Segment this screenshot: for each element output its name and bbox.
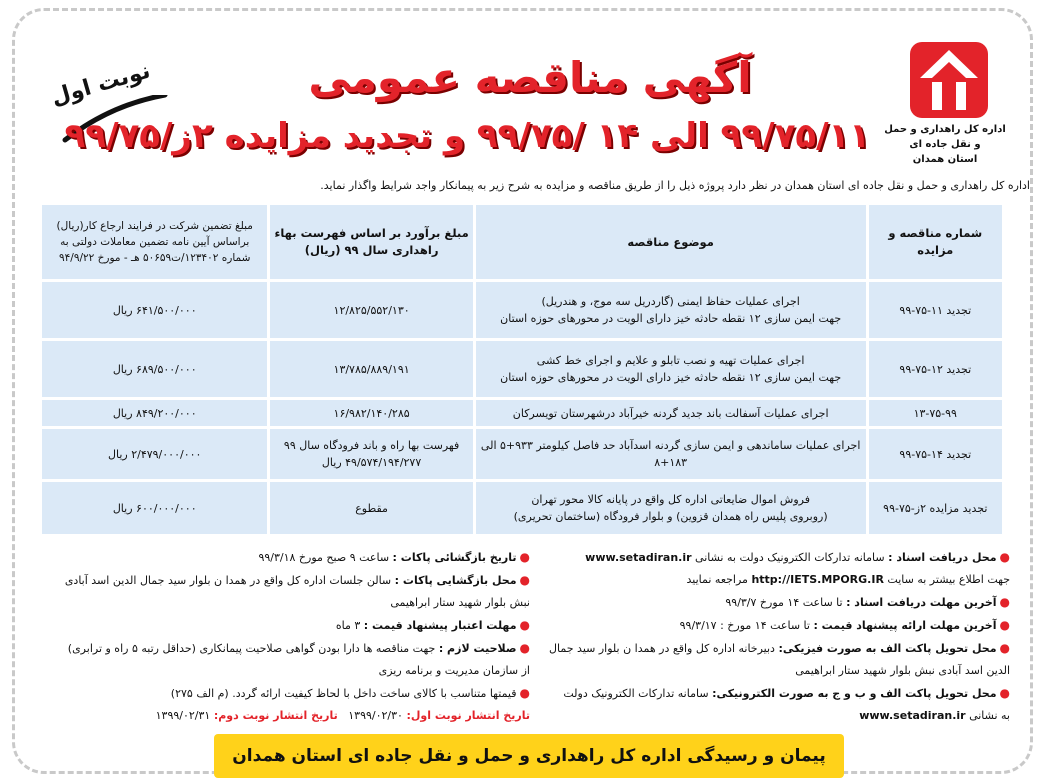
bullet-icon: ● (999, 686, 1010, 700)
info-electronic-2 (540, 705, 1010, 727)
info-publication (40, 705, 530, 727)
info-more (540, 569, 1010, 591)
table-row (42, 400, 1002, 426)
cell-number: تجدید ۱۴-۷۵-۹۹ (869, 429, 1002, 479)
deadline-docs-text: تا ساعت ۱۴ مورخ ۹۹/۳/۷ (725, 596, 843, 609)
cell-subject (476, 282, 866, 338)
org-name-line2: استان همدان (912, 154, 978, 165)
bullet-icon: ● (519, 550, 530, 564)
cell-estimate (270, 429, 472, 479)
info-opening-place (40, 569, 530, 592)
bullet-icon: ● (999, 618, 1010, 632)
opening-place-label: محل بازگشایی پاکات : (394, 574, 517, 587)
page-title: آگهی مناقصه عمومی (308, 53, 752, 102)
qualification-text: جهت مناقصه ها دارا بودن گواهی صلاحیت پیمانکاری (حداقل رتبه ۵ راه و ترابری) (67, 642, 436, 655)
intro-text: اداره کل راهداری و حمل و نقل جاده ای استان همدان در نظر دارد پروژه ذیل را از طریق مناقصه و مزایده به شرح زیر به پیمانکار واجد شرایط واگذار نماید. (320, 179, 1030, 192)
opening-time-label: تاریخ بازگشائی پاکات : (392, 551, 517, 564)
header-subject: موضوع مناقصه (476, 205, 866, 279)
cell-estimate: مقطوع (270, 482, 472, 534)
qualification-label: صلاحیت لازم : (438, 642, 517, 655)
subject-line: اجرای عملیات حفاظ ایمنی (گاردریل سه موج، و هندریل) (541, 295, 800, 308)
info-physical (540, 637, 1010, 660)
electronic-text2: به نشانی (969, 709, 1010, 722)
more-info-pre: جهت اطلاع بیشتر به سایت (887, 573, 1010, 586)
estimate-line: ۴۹/۵۷۴/۱۹۴/۲۷۷ ریال (321, 456, 422, 469)
info-qualification (40, 637, 530, 660)
org-logo-icon (908, 40, 990, 120)
nobat-label: نوبت اول (48, 58, 154, 111)
deadline-docs-label: آخرین مهلت دریافت اسناد : (846, 596, 997, 609)
bullet-icon: ● (999, 641, 1010, 655)
cell-subject (476, 341, 866, 397)
info-right-column (540, 546, 1010, 727)
org-name-line1: اداره کل راهداری و حمل و نقل جاده ای (884, 124, 1006, 150)
estimate-line: فهرست بها راه و باند فرودگاه سال ۹۹ (283, 439, 460, 452)
electronic-label: محل تحویل پاکت الف و ب و ج به صورت الکترونیکی: (712, 687, 997, 700)
receive-url[interactable]: www.setadiran.ir (585, 551, 692, 564)
deadline-offer-text: تا ساعت ۱۴ مورخ : ۹۹/۳/۱۷ (679, 619, 810, 632)
info-left-column (40, 546, 530, 727)
cell-number: تجدید مزایده ۲ز-۷۵-۹۹ (869, 482, 1002, 534)
pub2-text: ۱۳۹۹/۰۲/۳۱ (155, 709, 211, 722)
header-estimate: مبلغ برآورد بر اساس فهرست بهاء راهداری سال ۹۹ (ریال) (270, 205, 472, 279)
cell-estimate: ۱۶/۹۸۲/۱۴۰/۲۸۵ (270, 400, 472, 426)
cell-guarantee: ۶۸۹/۵۰۰/۰۰۰ ریال (42, 341, 267, 397)
cell-guarantee: ۶۰۰/۰۰۰/۰۰۰ ریال (42, 482, 267, 534)
info-receive (540, 546, 1010, 569)
bullet-icon: ● (519, 641, 530, 655)
cell-estimate: ۱۳/۷۸۵/۸۸۹/۱۹۱ (270, 341, 472, 397)
cell-subject: اجرای عملیات آسفالت باند جدید گردنه خیرآباد درشهرستان تویسرکان (476, 400, 866, 426)
bullet-icon: ● (999, 595, 1010, 609)
info-deadline-docs (540, 591, 1010, 614)
info-opening-place-2: نبش بلوار شهید ستار ابراهیمی (390, 596, 530, 609)
org-name (880, 122, 1010, 167)
subject-line: اجرای عملیات تهیه و نصب تابلو و علایم و اجرای خط کشی (536, 354, 805, 367)
bullet-icon: ● (519, 686, 530, 700)
subject-line: جهت ایمن سازی ۱۲ نقطه حادثه خیز دارای الویت در محورهای حوزه استان (500, 371, 842, 384)
table-row (42, 482, 1002, 534)
table-header-row (42, 205, 1002, 279)
info-electronic (540, 682, 1010, 705)
more-info-url[interactable]: http://IETS.MPORG.IR (751, 573, 884, 586)
electronic-url[interactable]: www.setadiran.ir (859, 709, 966, 722)
bullet-icon: ● (519, 573, 530, 587)
tenders-table (39, 202, 1005, 537)
receive-label: محل دریافت اسناد : (888, 551, 997, 564)
cell-number: ۱۳-۷۵-۹۹ (869, 400, 1002, 426)
electronic-text: سامانه تدارکات الکترونیک دولت (563, 687, 709, 700)
subject-line: جهت ایمن سازی ۱۲ نقطه حادثه خیز دارای الویت در محورهای حوزه استان (500, 312, 842, 325)
cell-estimate: ۱۲/۸۲۵/۵۵۲/۱۳۰ (270, 282, 472, 338)
cell-subject: اجرای عملیات ساماندهی و ایمن سازی گردنه اسدآباد حد فاصل کیلومتر ۹۳۳+۵ الی ۱۸۳+۸ (476, 429, 866, 479)
page-subtitle: ۹۹/۷۵/۱۱ الی ۱۴ /۹۹/۷۵ و تجدید مزایده ۲ز/۹۹/۷۵ (64, 116, 870, 156)
bullet-icon: ● (999, 550, 1010, 564)
validity-label: مهلت اعتبار پیشنهاد قیمت : (363, 619, 517, 632)
subject-line: فروش اموال ضایعاتی اداره کل واقع در پایانه کالا محور تهران (531, 493, 810, 506)
pub2-label: تاریخ انتشار نوبت دوم: (213, 709, 338, 722)
receive-text: سامانه تدارکات الکترونیک دولت به نشانی (695, 551, 885, 564)
footer-banner: پیمان و رسیدگی اداره کل راهداری و حمل و نقل جاده ای استان همدان (214, 734, 844, 778)
table-row (42, 429, 1002, 479)
header-number: شماره مناقصه و مزایده (869, 205, 1002, 279)
cell-guarantee: ۲/۴۷۹/۰۰۰/۰۰۰ ریال (42, 429, 267, 479)
pub1-text: ۱۳۹۹/۰۲/۳۰ (348, 709, 403, 722)
validity-text: ۳ ماه (335, 619, 361, 632)
pub1-label: تاریخ انتشار نوبت اول: (406, 709, 530, 722)
physical-text: دبیرخانه اداره کل واقع در همدا ن بلوار سید جمال (549, 642, 775, 655)
info-deadline-offer (540, 614, 1010, 637)
bullet-icon: ● (519, 618, 530, 632)
cell-number: تجدید ۱۲-۷۵-۹۹ (869, 341, 1002, 397)
deadline-offer-label: آخرین مهلت ارائه پیشنهاد قیمت : (813, 619, 997, 632)
table-row (42, 341, 1002, 397)
header-guarantee: مبلغ تضمین شرکت در فرایند ارجاع کار(ریال) براساس آیین نامه تضمین معاملات دولتی به شماره ۱۲۳۴۰۲/ت۵۰۶۵۹ هـ - مورخ ۹۴/۹/۲۲ (42, 205, 267, 279)
info-physical-2: الدین اسد آبادی نبش بلوار شهید ستار ابراهیمی (795, 664, 1010, 677)
physical-label: محل تحویل پاکت الف به صورت فیزیکی: (778, 642, 997, 655)
info-prices (40, 682, 530, 705)
subject-line: (روبروی پلیس راه همدان قزوین) و بلوار فرودگاه (ساختمان تحریری) (513, 510, 828, 523)
info-validity (40, 614, 530, 637)
cell-guarantee: ۸۴۹/۲۰۰/۰۰۰ ریال (42, 400, 267, 426)
cell-subject (476, 482, 866, 534)
opening-time-text: ساعت ۹ صبح مورخ ۹۹/۳/۱۸ (258, 551, 390, 564)
opening-place-text: سالن جلسات اداره کل واقع در همدا ن بلوار سید جمال الدین اسد آبادی (64, 574, 392, 587)
table-row (42, 282, 1002, 338)
more-info-post: مراجعه نمایید (686, 573, 748, 586)
cell-guarantee: ۶۴۱/۵۰۰/۰۰۰ ریال (42, 282, 267, 338)
info-qualification-2: از سازمان مدیریت و برنامه ریزی (378, 664, 530, 677)
cell-number: تجدید ۱۱-۷۵-۹۹ (869, 282, 1002, 338)
info-opening-time (40, 546, 530, 569)
prices-text: قیمتها متناسب با کالای ساخت داخل با لحاظ کیفیت ارائه گردد. (م الف ۲۷۵) (170, 687, 517, 700)
